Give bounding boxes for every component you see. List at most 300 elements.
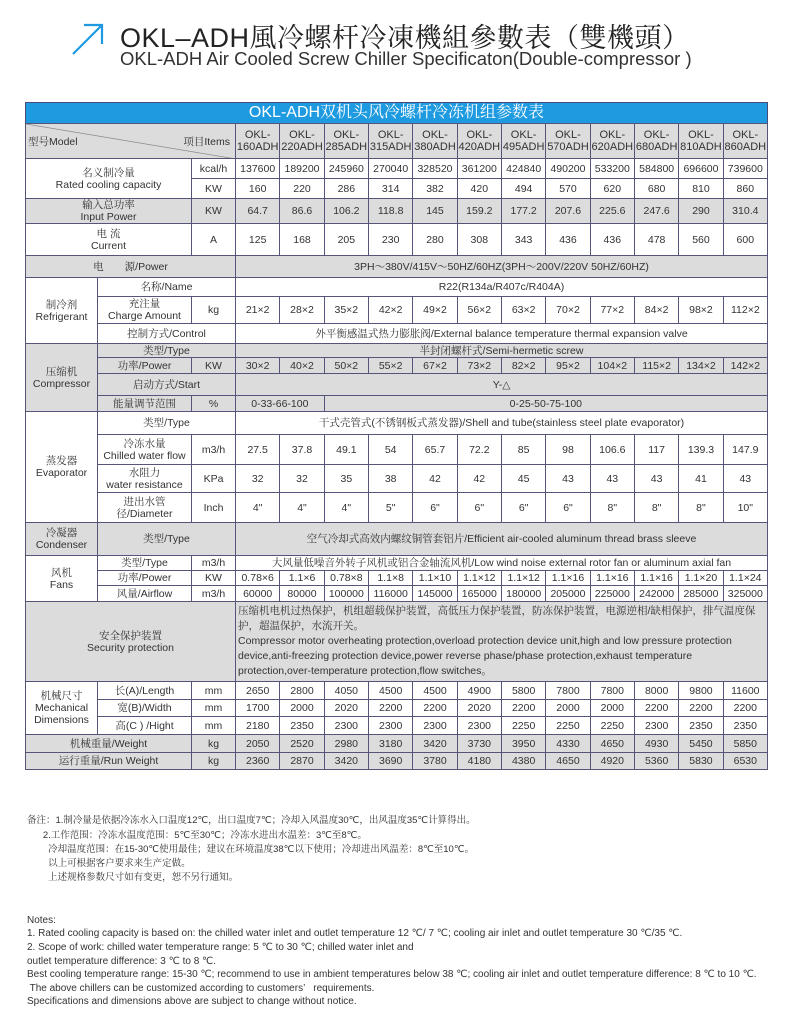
value-cell: 560: [679, 224, 723, 256]
section-label: 制冷剂 Refrigerant: [26, 278, 98, 344]
value-cell: 43: [590, 465, 634, 493]
value-cell: 147.9: [723, 435, 767, 465]
value-cell: 50×2: [324, 358, 368, 374]
value-cell: 60000: [236, 586, 280, 602]
unit-cell: %: [192, 396, 236, 412]
value-cell: 3780: [413, 753, 457, 770]
value-cell: 4": [280, 493, 324, 523]
value-cell: 5360: [634, 753, 678, 770]
value-cell: 8": [679, 493, 723, 523]
value-cell: 7800: [590, 682, 634, 700]
unit-cell: m3/h: [192, 556, 236, 571]
value-cell: 35: [324, 465, 368, 493]
value-cell: 4380: [501, 753, 545, 770]
value-cell: 225.6: [590, 199, 634, 224]
value-cell: 1.1×8: [369, 571, 413, 586]
value-cell: 0.78×6: [236, 571, 280, 586]
value-cell: 86.6: [280, 199, 324, 224]
table-row: [26, 412, 768, 435]
value-cell: 177.2: [501, 199, 545, 224]
value-cell: 4500: [413, 682, 457, 700]
table-row: [26, 735, 768, 753]
unit-cell: kg: [192, 297, 236, 324]
value-cell: 104×2: [590, 358, 634, 374]
table-row: [26, 586, 768, 602]
value-cell: 2300: [324, 717, 368, 735]
table-row: [26, 396, 768, 412]
value-cell: 5": [369, 493, 413, 523]
merged-value-cell: 3PH～380V/415V～50HZ/60HZ(3PH～200V/220V 50HZ/60HZ): [236, 256, 768, 278]
model-header: OKL- 380ADH: [413, 124, 457, 159]
value-cell: 8000: [634, 682, 678, 700]
row-label: 类型/Type: [98, 556, 192, 571]
row-label: 进出水管径/Diameter: [98, 493, 192, 523]
row-label: 水阻力 water resistance: [98, 465, 192, 493]
row-label: 风量/Airflow: [98, 586, 192, 602]
value-cell: 4500: [369, 682, 413, 700]
value-cell: 2980: [324, 735, 368, 753]
note-line: Specifications and dimensions above are subject to change without notice.: [27, 996, 357, 1008]
value-cell: 160: [236, 179, 280, 199]
value-cell: 1.1×12: [501, 571, 545, 586]
value-cell: 49×2: [413, 297, 457, 324]
model-header: OKL- 810ADH: [679, 124, 723, 159]
spec-table-container: [25, 102, 768, 770]
model-header: OKL- 570ADH: [546, 124, 590, 159]
value-cell: 2300: [413, 717, 457, 735]
value-cell: 1.1×10: [413, 571, 457, 586]
table-row: [26, 278, 768, 297]
value-cell: 4": [324, 493, 368, 523]
value-cell: 2250: [590, 717, 634, 735]
section-label: 电 流 Current: [26, 224, 192, 256]
value-cell: 125: [236, 224, 280, 256]
value-cell: 98: [546, 435, 590, 465]
merged-value-cell: 0-25-50-75-100: [324, 396, 767, 412]
value-cell: 343: [501, 224, 545, 256]
value-cell: 5800: [501, 682, 545, 700]
unit-cell: kg: [192, 735, 236, 753]
merged-value-cell: 外平衡感温式热力膨胀阀/External balance temperature thermal expansion valve: [236, 324, 768, 344]
value-cell: 382: [413, 179, 457, 199]
row-label: 高(C ) /Hight: [98, 717, 192, 735]
value-cell: 1700: [236, 700, 280, 717]
table-row: [26, 700, 768, 717]
value-cell: 584800: [634, 159, 678, 179]
value-cell: 4900: [457, 682, 501, 700]
unit-cell: KW: [192, 358, 236, 374]
merged-value-cell: 压缩机电机过热保护，机组超载保护装置，高低压力保护装置，防冻保护装置，电源逆相/缺相保护，排气温度保护，超温保护，水流开关。 Compressor motor overheating protection,overload protection device unit,high and low pressure protection device,anti-freezing protection device,power reverse phase/phase protection,exhaust temperature protection,over-temperature protection,flow switches。: [236, 602, 768, 682]
value-cell: 28×2: [280, 297, 324, 324]
section-label: 冷凝器 Condenser: [26, 523, 98, 556]
value-cell: 5830: [679, 753, 723, 770]
value-cell: 2360: [236, 753, 280, 770]
value-cell: 55×2: [369, 358, 413, 374]
value-cell: 82×2: [501, 358, 545, 374]
section-label: 电 源/Power: [26, 256, 236, 278]
value-cell: 145000: [413, 586, 457, 602]
value-cell: 159.2: [457, 199, 501, 224]
value-cell: 6": [413, 493, 457, 523]
value-cell: 490200: [546, 159, 590, 179]
row-label: 长(A)/Length: [98, 682, 192, 700]
value-cell: 1.1×16: [590, 571, 634, 586]
note-line: 以上可根据客户要求来生产定做。: [27, 858, 191, 870]
model-items-header: [26, 124, 236, 159]
value-cell: 220: [280, 179, 324, 199]
model-label: 型号Model: [28, 136, 78, 148]
row-label: 类型/Type: [98, 523, 236, 556]
row-label: 启动方式/Start: [98, 374, 236, 396]
value-cell: 7800: [546, 682, 590, 700]
value-cell: 106.2: [324, 199, 368, 224]
row-label: 功率/Power: [98, 571, 192, 586]
table-row: [26, 602, 768, 682]
unit-cell: mm: [192, 682, 236, 700]
note-line: 1. Rated cooling capacity is based on: the chilled water inlet and outlet temperature 12 ℃/ 7 ℃; cooling air inlet and outlet temperature 30 ℃/35 ℃.: [27, 928, 683, 940]
value-cell: 696600: [679, 159, 723, 179]
unit-cell: KPa: [192, 465, 236, 493]
table-row: [26, 358, 768, 374]
table-row: [26, 493, 768, 523]
items-label: 项目Items: [183, 136, 231, 148]
value-cell: 116000: [369, 586, 413, 602]
value-cell: 205: [324, 224, 368, 256]
value-cell: 2200: [413, 700, 457, 717]
section-label: 蒸发器 Evaporator: [26, 412, 98, 523]
value-cell: 80000: [280, 586, 324, 602]
value-cell: 27.5: [236, 435, 280, 465]
value-cell: 2200: [501, 700, 545, 717]
value-cell: 2300: [634, 717, 678, 735]
row-label: 名称/Name: [98, 278, 236, 297]
value-cell: 2050: [236, 735, 280, 753]
value-cell: 2020: [324, 700, 368, 717]
value-cell: 40×2: [280, 358, 324, 374]
value-cell: 72.2: [457, 435, 501, 465]
value-cell: 230: [369, 224, 413, 256]
value-cell: 2800: [280, 682, 324, 700]
table-row: [26, 297, 768, 324]
table-row: [26, 159, 768, 179]
value-cell: 142×2: [723, 358, 767, 374]
merged-value-cell: 半封闭螺杆式/Semi-hermetic screw: [236, 344, 768, 358]
row-label: 冷冻水量 Chilled water flow: [98, 435, 192, 465]
value-cell: 1.1×16: [546, 571, 590, 586]
unit-cell: A: [192, 224, 236, 256]
notes: [27, 786, 757, 1023]
value-cell: 106.6: [590, 435, 634, 465]
unit-cell: kcal/h: [192, 159, 236, 179]
value-cell: 56×2: [457, 297, 501, 324]
section-label: 压缩机 Compressor: [26, 344, 98, 412]
value-cell: 3950: [501, 735, 545, 753]
table-title: OKL-ADH双机头风冷螺杆冷冻机组参数表: [25, 102, 768, 123]
model-header: OKL- 220ADH: [280, 124, 324, 159]
value-cell: 41: [679, 465, 723, 493]
value-cell: 1.1×6: [280, 571, 324, 586]
value-cell: 285000: [679, 586, 723, 602]
value-cell: 30×2: [236, 358, 280, 374]
value-cell: 180000: [501, 586, 545, 602]
section-label: 风机 Fans: [26, 556, 98, 602]
row-label: 功率/Power: [98, 358, 192, 374]
section-label: 名义制冷量 Rated cooling capacity: [26, 159, 192, 199]
value-cell: 8": [590, 493, 634, 523]
value-cell: 84×2: [634, 297, 678, 324]
value-cell: 77×2: [590, 297, 634, 324]
model-header: OKL- 860ADH: [723, 124, 767, 159]
note-line: 冷却温度范围：在15-30℃使用最佳；建议在环境温度38℃以下使用；冷却进出风温差：8℃至10℃。: [27, 843, 475, 855]
value-cell: 4330: [546, 735, 590, 753]
section-label: 输入总功率 Input Power: [26, 199, 192, 224]
value-cell: 5450: [679, 735, 723, 753]
value-cell: 2000: [280, 700, 324, 717]
note-line: 备注：1.制冷量是依据冷冻水入口温度12℃，出口温度7℃；冷却入风温度30℃，出风温度35℃计算得出。: [27, 815, 476, 827]
model-header: OKL- 315ADH: [369, 124, 413, 159]
table-row: [26, 435, 768, 465]
value-cell: 2300: [457, 717, 501, 735]
model-header: OKL- 680ADH: [634, 124, 678, 159]
model-header: OKL- 420ADH: [457, 124, 501, 159]
value-cell: 112×2: [723, 297, 767, 324]
section-label: 安全保护装置 Security protection: [26, 602, 236, 682]
value-cell: 2300: [369, 717, 413, 735]
value-cell: 64.7: [236, 199, 280, 224]
model-header: OKL- 620ADH: [590, 124, 634, 159]
value-cell: 145: [413, 199, 457, 224]
value-cell: 2020: [457, 700, 501, 717]
value-cell: 42×2: [369, 297, 413, 324]
table-row: [26, 324, 768, 344]
merged-value-cell: R22(R134a/R407c/R404A): [236, 278, 768, 297]
notes-chinese: [27, 814, 757, 885]
arrow-up-right-icon: [70, 20, 106, 56]
value-cell: 43: [723, 465, 767, 493]
value-cell: 168: [280, 224, 324, 256]
value-cell: 6": [457, 493, 501, 523]
value-cell: 43: [546, 465, 590, 493]
value-cell: 2200: [634, 700, 678, 717]
merged-value-cell: 大风量低噪音外转子风机或铝合金轴流风机/Low wind noise external rotor fan or aluminum axial fan: [236, 556, 768, 571]
value-cell: 3730: [457, 735, 501, 753]
value-cell: 0.78×8: [324, 571, 368, 586]
value-cell: 308: [457, 224, 501, 256]
value-cell: 436: [546, 224, 590, 256]
value-cell: 139.3: [679, 435, 723, 465]
value-cell: 1.1×24: [723, 571, 767, 586]
value-cell: 2350: [723, 717, 767, 735]
value-cell: 436: [590, 224, 634, 256]
value-cell: 2180: [236, 717, 280, 735]
value-cell: 42: [413, 465, 457, 493]
value-cell: 67×2: [413, 358, 457, 374]
value-cell: 49.1: [324, 435, 368, 465]
value-cell: 494: [501, 179, 545, 199]
value-cell: 2650: [236, 682, 280, 700]
table-row: [26, 717, 768, 735]
value-cell: 424840: [501, 159, 545, 179]
unit-cell: KW: [192, 179, 236, 199]
value-cell: 85: [501, 435, 545, 465]
value-cell: 189200: [280, 159, 324, 179]
value-cell: 4930: [634, 735, 678, 753]
value-cell: 205000: [546, 586, 590, 602]
value-cell: 1.1×12: [457, 571, 501, 586]
note-line: 2. Scope of work: chilled water temperature range: 5 ℃ to 30 ℃; chilled water inlet and: [27, 942, 414, 954]
note-line: The above chillers can be customized according to customers’ requirements.: [27, 982, 375, 994]
value-cell: 361200: [457, 159, 501, 179]
value-cell: 4180: [457, 753, 501, 770]
value-cell: 115×2: [634, 358, 678, 374]
value-cell: 420: [457, 179, 501, 199]
value-cell: 98×2: [679, 297, 723, 324]
value-cell: 8": [634, 493, 678, 523]
value-cell: 310.4: [723, 199, 767, 224]
unit-cell: m3/h: [192, 435, 236, 465]
row-label: 控制方式/Control: [98, 324, 236, 344]
merged-value-cell: 0-33-66-100: [236, 396, 325, 412]
value-cell: 286: [324, 179, 368, 199]
value-cell: 134×2: [679, 358, 723, 374]
value-cell: 21×2: [236, 297, 280, 324]
value-cell: 860: [723, 179, 767, 199]
note-line: 2.工作范围：冷冻水温度范围：5℃至30℃；冷冻水进出水温差：3℃至8℃。: [27, 829, 367, 841]
unit-cell: KW: [192, 571, 236, 586]
table-row: [26, 571, 768, 586]
value-cell: 38: [369, 465, 413, 493]
table-row: [26, 224, 768, 256]
value-cell: 45: [501, 465, 545, 493]
table-row: [26, 199, 768, 224]
table-row: [26, 753, 768, 770]
value-cell: 1.1×20: [679, 571, 723, 586]
title-chinese: OKL–ADH風冷螺杆冷凍機組參數表（雙機頭）: [120, 23, 690, 53]
value-cell: 65.7: [413, 435, 457, 465]
unit-cell: KW: [192, 199, 236, 224]
value-cell: 9800: [679, 682, 723, 700]
value-cell: 6": [501, 493, 545, 523]
value-cell: 739600: [723, 159, 767, 179]
value-cell: 4": [236, 493, 280, 523]
value-cell: 2200: [723, 700, 767, 717]
model-header: OKL- 495ADH: [501, 124, 545, 159]
value-cell: 63×2: [501, 297, 545, 324]
title-english: OKL-ADH Air Cooled Screw Chiller Specificaton(Double-compressor ): [120, 48, 692, 69]
table-row: [26, 523, 768, 556]
value-cell: 3420: [324, 753, 368, 770]
note-line: Best cooling temperature range: 15-30 ℃; recommend to use in ambient temperatures below 38 ℃; cooling air inlet and outlet temperature difference: 8 ℃ to 10 ℃.: [27, 969, 757, 981]
value-cell: 2250: [501, 717, 545, 735]
value-cell: 478: [634, 224, 678, 256]
unit-cell: kg: [192, 753, 236, 770]
value-cell: 4050: [324, 682, 368, 700]
table-row: [26, 682, 768, 700]
value-cell: 810: [679, 179, 723, 199]
value-cell: 117: [634, 435, 678, 465]
value-cell: 32: [280, 465, 324, 493]
value-cell: 118.8: [369, 199, 413, 224]
value-cell: 290: [679, 199, 723, 224]
notes-english: [27, 914, 757, 1009]
section-label: 机械重量/Weight: [26, 735, 192, 753]
model-header: OKL- 160ADH: [236, 124, 280, 159]
value-cell: 207.6: [546, 199, 590, 224]
value-cell: 314: [369, 179, 413, 199]
value-cell: 4650: [546, 753, 590, 770]
value-cell: 43: [634, 465, 678, 493]
value-cell: 2350: [679, 717, 723, 735]
note-line: 上述规格参数尺寸如有变更，恕不另行通知。: [27, 872, 239, 884]
value-cell: 570: [546, 179, 590, 199]
value-cell: 2000: [590, 700, 634, 717]
value-cell: 54: [369, 435, 413, 465]
value-cell: 328520: [413, 159, 457, 179]
value-cell: 2200: [679, 700, 723, 717]
value-cell: 2250: [546, 717, 590, 735]
value-cell: 225000: [590, 586, 634, 602]
value-cell: 3180: [369, 735, 413, 753]
value-cell: 2350: [280, 717, 324, 735]
section-label: 机械尺寸 Mechanical Dimensions: [26, 682, 98, 735]
table-row: [26, 556, 768, 571]
value-cell: 3420: [413, 735, 457, 753]
model-header: OKL- 285ADH: [324, 124, 368, 159]
row-label: 宽(B)/Width: [98, 700, 192, 717]
value-cell: 4920: [590, 753, 634, 770]
value-cell: 10": [723, 493, 767, 523]
value-cell: 37.8: [280, 435, 324, 465]
table-row: [26, 344, 768, 358]
value-cell: 2200: [369, 700, 413, 717]
value-cell: 2000: [546, 700, 590, 717]
spec-table: [25, 123, 768, 770]
value-cell: 325000: [723, 586, 767, 602]
value-cell: 95×2: [546, 358, 590, 374]
row-label: 充注量 Charge Amount: [98, 297, 192, 324]
value-cell: 5850: [723, 735, 767, 753]
value-cell: 2870: [280, 753, 324, 770]
merged-value-cell: Y-△: [236, 374, 768, 396]
value-cell: 247.6: [634, 199, 678, 224]
merged-value-cell: 干式壳管式(不锈钢板式蒸发器)/Shell and tube(stainless steel plate evaporator): [236, 412, 768, 435]
value-cell: 137600: [236, 159, 280, 179]
value-cell: 2520: [280, 735, 324, 753]
note-line: Notes:: [27, 914, 56, 926]
table-row: [26, 256, 768, 278]
value-cell: 100000: [324, 586, 368, 602]
table-row: [26, 374, 768, 396]
value-cell: 620: [590, 179, 634, 199]
value-cell: 280: [413, 224, 457, 256]
header-row: [26, 124, 768, 159]
value-cell: 600: [723, 224, 767, 256]
merged-value-cell: 空气冷却式高效内螺纹铜管套铝片/Efficient air-cooled aluminum thread brass sleeve: [236, 523, 768, 556]
section-label: 运行重量/Run Weight: [26, 753, 192, 770]
value-cell: 6": [546, 493, 590, 523]
note-line: outlet temperature difference: 3 ℃ to 8 ℃.: [27, 955, 217, 967]
row-label: 能量调节范围: [98, 396, 192, 412]
row-label: 类型/Type: [98, 344, 236, 358]
value-cell: 1.1×16: [634, 571, 678, 586]
value-cell: 270040: [369, 159, 413, 179]
value-cell: 35×2: [324, 297, 368, 324]
value-cell: 32: [236, 465, 280, 493]
row-label: 类型/Type: [98, 412, 236, 435]
value-cell: 70×2: [546, 297, 590, 324]
unit-cell: mm: [192, 717, 236, 735]
value-cell: 6530: [723, 753, 767, 770]
